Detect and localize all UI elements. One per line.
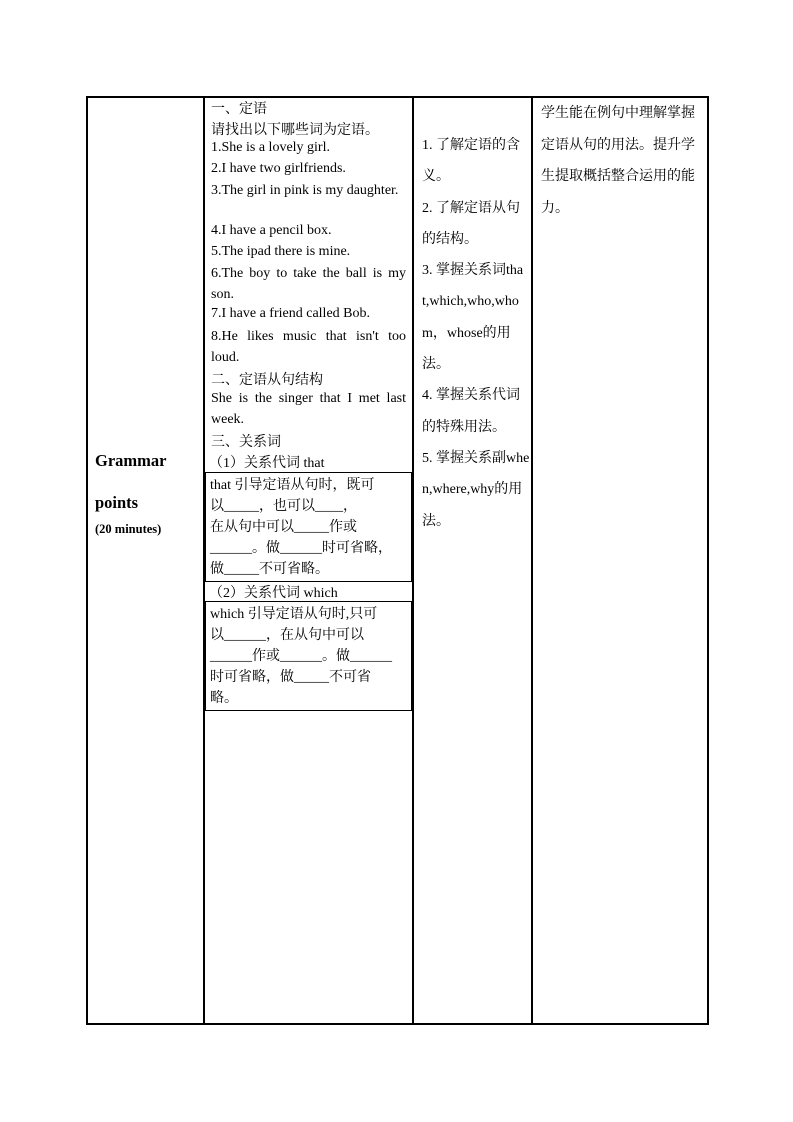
fill-in-line: ______。做______时可省略， [210,541,392,556]
fill-in-line: 略。 [210,691,238,706]
objective-item: 3. 掌握关系词that,which,who,whom，whose的用法。 [422,263,524,373]
example-sentence: 8.He likes music that isn't too loud. [211,329,406,365]
lesson-plan-table [86,96,709,1025]
section-title-line1: Grammar [95,451,167,470]
example-sentence: 4.I have a pencil box. [211,223,332,238]
example-sentence: 3.The girl in pink is my daughter. [211,183,399,198]
example-sentence: 6.The boy to take the ball is my son. [211,266,406,302]
heading-clause-structure: 二、定语从句结构 [211,373,323,388]
fill-in-line: 在从句中可以_____作或 [210,520,357,535]
that-fill-in-box [205,472,412,582]
subheading-which: （2）关系代词 which [209,586,338,601]
instruction-text: 请找出以下哪些词为定语。 [211,123,379,138]
objective-item: 1. 了解定语的含义。 [422,138,520,185]
which-fill-in-box [205,601,412,711]
heading-attributive: 一、定语 [211,102,267,117]
section-label-cell [88,98,203,1023]
example-sentence: 2.I have two girlfriends. [211,161,346,176]
objectives-list [422,130,530,537]
heading-relatives: 三、关系词 [211,435,281,450]
objective-item: 4. 掌握关系代词的特殊用法。 [422,388,520,435]
fill-in-line: 做_____不可省略。 [210,562,329,577]
fill-in-line: ______作或______。做______ [210,649,392,664]
fill-in-line: 时可省略，做_____不可省 [210,670,371,685]
objective-item: 5. 掌握关系副when,where,why的用法。 [422,450,530,529]
purpose-cell [535,98,707,1023]
section-duration: (20 minutes) [95,522,162,536]
example-sentence: 5.The ipad there is mine. [211,244,351,259]
fill-in-line: that 引导定语从句时，既可 [210,478,375,493]
objectives-cell [416,98,533,1023]
fill-in-line: 以_____，也可以____， [210,499,357,514]
fill-in-line: which 引导定语从句时,只可 [210,607,378,622]
example-sentence: 1.She is a lovely girl. [211,140,330,155]
section-title-line2: points [95,493,139,512]
objective-item: 2. 了解定语从句的结构。 [422,200,520,247]
section-title [95,440,166,524]
example-sentence: 7.I have a friend called Bob. [211,306,370,321]
fill-in-line: 以______，在从句中可以 [210,628,364,643]
structure-example: She is the singer that I met last week. [211,391,406,427]
purpose-text: 学生能在例句中理解掌握定语从句的用法。提升学生提取概括整合运用的能力。 [541,106,695,216]
subheading-that: （1）关系代词 that [209,456,325,471]
content-cell [205,98,414,1023]
